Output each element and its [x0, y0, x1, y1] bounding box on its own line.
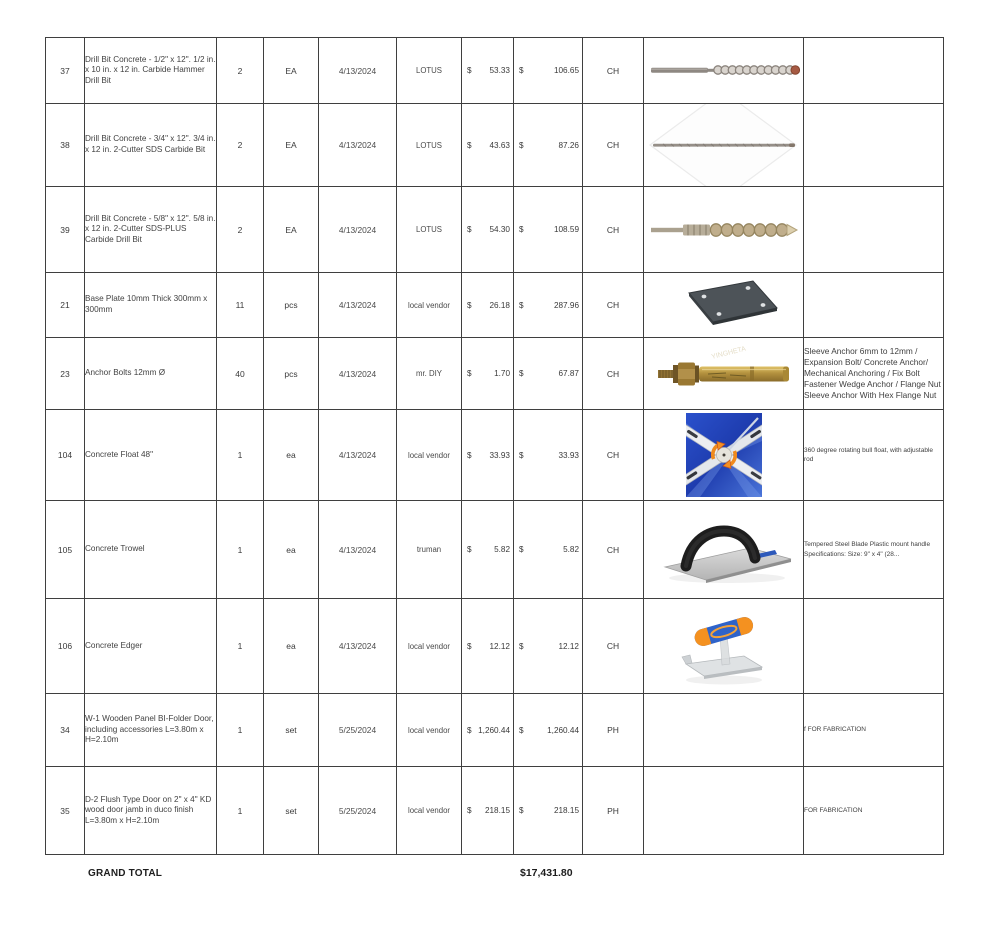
total-price-cell — [514, 767, 583, 855]
table-row — [46, 338, 944, 410]
item-no: 34 — [46, 694, 85, 767]
item-vendor: local vendor — [397, 410, 462, 501]
total-price-cell — [514, 501, 583, 599]
item-note — [804, 104, 944, 187]
currency-symbol: $ — [467, 225, 472, 234]
total-price-cell — [514, 599, 583, 694]
total-price-value: 287.96 — [553, 300, 579, 310]
unit-price-value: 1,260.44 — [478, 725, 510, 735]
item-no: 23 — [46, 338, 85, 410]
item-unit: set — [264, 767, 319, 855]
item-date: 5/25/2024 — [319, 767, 397, 855]
initials-cell: CH — [583, 187, 644, 273]
unit-price-cell — [462, 273, 514, 338]
item-unit: EA — [264, 187, 319, 273]
item-description: Drill Bit Concrete - 1/2" x 12". 1/2 in. x 10 in. x 12 in. Carbide Hammer Drill Bit — [85, 38, 217, 104]
product-image-cell-empty — [644, 694, 804, 767]
unit-price-cell — [462, 187, 514, 273]
item-no: 21 — [46, 273, 85, 338]
total-price-value: 218.15 — [553, 806, 579, 815]
bull-float-image — [686, 413, 762, 497]
item-vendor: mr. DIY — [397, 338, 462, 410]
currency-symbol: $ — [519, 545, 524, 554]
item-no: 104 — [46, 410, 85, 501]
product-image-cell-empty — [644, 767, 804, 855]
currency-symbol: $ — [519, 300, 524, 310]
concrete-edger-image — [670, 602, 778, 690]
table-row — [46, 501, 944, 599]
unit-price-value: 12.12 — [489, 641, 510, 651]
unit-price-cell — [462, 338, 514, 410]
initials-cell: PH — [583, 694, 644, 767]
sds-plus-drill-bit-image — [648, 213, 800, 247]
item-description: Drill Bit Concrete - 3/4" x 12". 3/4 in. x 12 in. 2-Cutter SDS Carbide Bit — [85, 104, 217, 187]
sds-carbide-bit-image — [649, 139, 799, 151]
item-no: 38 — [46, 104, 85, 187]
product-image-cell — [644, 338, 804, 410]
item-date: 4/13/2024 — [319, 273, 397, 338]
total-price-value: 1,260.44 — [547, 725, 579, 735]
item-date: 4/13/2024 — [319, 104, 397, 187]
item-qty: 11 — [217, 273, 264, 338]
item-description: W-1 Wooden Panel BI-Folder Door, including accessories L=3.80m x H=2.10m — [85, 694, 217, 767]
initials-cell: CH — [583, 38, 644, 104]
item-unit: pcs — [264, 273, 319, 338]
item-vendor: LOTUS — [397, 187, 462, 273]
total-price-cell — [514, 410, 583, 501]
item-note: f FOR FABRICATION — [804, 694, 944, 767]
item-note: FOR FABRICATION — [804, 767, 944, 855]
currency-symbol: $ — [519, 641, 524, 651]
total-price-value: 33.93 — [558, 450, 579, 460]
currency-symbol: $ — [467, 66, 472, 75]
item-unit: pcs — [264, 338, 319, 410]
product-image-cell — [644, 410, 804, 501]
item-date: 5/25/2024 — [319, 694, 397, 767]
item-description: Drill Bit Concrete - 5/8" x 12". 5/8 in. x 12 in. 2-Cutter SDS-PLUS Carbide Drill Bit — [85, 187, 217, 273]
item-vendor: local vendor — [397, 694, 462, 767]
item-vendor: local vendor — [397, 599, 462, 694]
item-unit: ea — [264, 599, 319, 694]
item-unit: set — [264, 694, 319, 767]
item-note — [804, 38, 944, 104]
item-qty: 2 — [217, 38, 264, 104]
unit-price-value: 218.15 — [484, 806, 510, 815]
item-description: Concrete Trowel — [85, 501, 217, 599]
unit-price-cell — [462, 694, 514, 767]
item-description: Anchor Bolts 12mm Ø — [85, 338, 217, 410]
product-image-cell — [644, 104, 804, 187]
product-image-cell — [644, 599, 804, 694]
initials-cell: PH — [583, 767, 644, 855]
currency-symbol: $ — [467, 641, 472, 651]
initials-cell: CH — [583, 338, 644, 410]
currency-symbol: $ — [519, 806, 524, 815]
unit-price-value: 53.33 — [489, 66, 510, 75]
item-vendor: LOTUS — [397, 104, 462, 187]
total-price-cell — [514, 338, 583, 410]
currency-symbol: $ — [467, 545, 472, 554]
item-date: 4/13/2024 — [319, 599, 397, 694]
table-row — [46, 187, 944, 273]
initials-cell: CH — [583, 273, 644, 338]
total-price-cell — [514, 187, 583, 273]
item-date: 4/13/2024 — [319, 410, 397, 501]
unit-price-value: 33.93 — [489, 450, 510, 460]
table-row — [46, 273, 944, 338]
item-no: 35 — [46, 767, 85, 855]
grand-total-label: GRAND TOTAL — [88, 868, 163, 879]
initials-cell: CH — [583, 501, 644, 599]
item-no: 39 — [46, 187, 85, 273]
table-row — [46, 104, 944, 187]
unit-price-value: 54.30 — [489, 225, 510, 234]
item-qty: 2 — [217, 187, 264, 273]
initials-cell: CH — [583, 410, 644, 501]
total-price-value: 12.12 — [558, 641, 579, 651]
product-image-cell — [644, 38, 804, 104]
unit-price-value: 5.82 — [494, 545, 510, 554]
total-price-value: 87.26 — [558, 140, 579, 150]
product-image-cell — [644, 273, 804, 338]
table-row — [46, 767, 944, 855]
item-date: 4/13/2024 — [319, 187, 397, 273]
item-unit: ea — [264, 501, 319, 599]
table-row — [46, 410, 944, 501]
carbide-hammer-drill-bit-image — [648, 61, 800, 79]
concrete-trowel-image — [653, 510, 795, 590]
item-unit: ea — [264, 410, 319, 501]
total-price-value: 5.82 — [563, 545, 579, 554]
currency-symbol: $ — [467, 140, 472, 150]
item-note — [804, 187, 944, 273]
currency-symbol: $ — [519, 66, 524, 75]
initials-cell: CH — [583, 599, 644, 694]
item-note: 360 degree rotating bull float, with adjustable rod — [804, 410, 944, 501]
currency-symbol: $ — [519, 225, 524, 234]
currency-symbol: $ — [519, 725, 524, 735]
sleeve-anchor-bolt-image — [650, 346, 798, 402]
unit-price-cell — [462, 104, 514, 187]
svg-text:YINGHETA: YINGHETA — [710, 345, 747, 361]
currency-symbol: $ — [467, 300, 472, 310]
item-no: 106 — [46, 599, 85, 694]
grand-total-value: $17,431.80 — [520, 867, 573, 879]
unit-price-cell — [462, 599, 514, 694]
total-price-cell — [514, 273, 583, 338]
item-vendor: LOTUS — [397, 38, 462, 104]
item-note — [804, 599, 944, 694]
item-qty: 1 — [217, 410, 264, 501]
item-unit: EA — [264, 104, 319, 187]
initials-cell: CH — [583, 104, 644, 187]
base-plate-image — [649, 276, 799, 334]
currency-symbol: $ — [467, 725, 472, 735]
table-row — [46, 694, 944, 767]
product-image-cell — [644, 501, 804, 599]
total-price-cell — [514, 694, 583, 767]
item-description: Concrete Float 48" — [85, 410, 217, 501]
total-price-cell — [514, 104, 583, 187]
product-image-cell — [644, 187, 804, 273]
item-date: 4/13/2024 — [319, 501, 397, 599]
item-qty: 1 — [217, 501, 264, 599]
items-table — [45, 37, 944, 855]
item-qty: 1 — [217, 767, 264, 855]
total-price-cell — [514, 38, 583, 104]
item-note — [804, 273, 944, 338]
item-date: 4/13/2024 — [319, 338, 397, 410]
item-unit: EA — [264, 38, 319, 104]
item-qty: 40 — [217, 338, 264, 410]
total-price-value: 108.59 — [553, 225, 579, 234]
item-no: 105 — [46, 501, 85, 599]
unit-price-cell — [462, 410, 514, 501]
unit-price-value: 43.63 — [489, 140, 510, 150]
unit-price-value: 1.70 — [494, 369, 510, 378]
item-note: Tempered Steel Blade Plastic mount handle Specifications: Size: 9" x 4" (28... — [804, 501, 944, 599]
currency-symbol: $ — [467, 369, 472, 378]
currency-symbol: $ — [467, 806, 472, 815]
currency-symbol: $ — [519, 369, 524, 378]
currency-symbol: $ — [519, 140, 524, 150]
total-price-value: 67.87 — [558, 369, 579, 378]
item-qty: 2 — [217, 104, 264, 187]
item-description: Base Plate 10mm Thick 300mm x 300mm — [85, 273, 217, 338]
item-date: 4/13/2024 — [319, 38, 397, 104]
item-no: 37 — [46, 38, 85, 104]
total-price-value: 106.65 — [553, 66, 579, 75]
unit-price-cell — [462, 767, 514, 855]
item-description: Concrete Edger — [85, 599, 217, 694]
currency-symbol: $ — [467, 450, 472, 460]
unit-price-value: 26.18 — [489, 300, 510, 310]
item-qty: 1 — [217, 599, 264, 694]
item-description: D-2 Flush Type Door on 2" x 4" KD wood door jamb in duco finish L=3.80m x H=2.10m — [85, 767, 217, 855]
item-qty: 1 — [217, 694, 264, 767]
item-vendor: local vendor — [397, 273, 462, 338]
unit-price-cell — [462, 38, 514, 104]
item-vendor: local vendor — [397, 767, 462, 855]
table-row — [46, 599, 944, 694]
item-note: Sleeve Anchor 6mm to 12mm / Expansion Bolt/ Concrete Anchor/ Mechanical Anchoring / Fix Bolt Fastener Wedge Anchor / Flange Nut Sleeve Anchor With Hex Flange Nut — [804, 338, 944, 410]
item-vendor: truman — [397, 501, 462, 599]
currency-symbol: $ — [519, 450, 524, 460]
unit-price-cell — [462, 501, 514, 599]
table-row — [46, 38, 944, 104]
